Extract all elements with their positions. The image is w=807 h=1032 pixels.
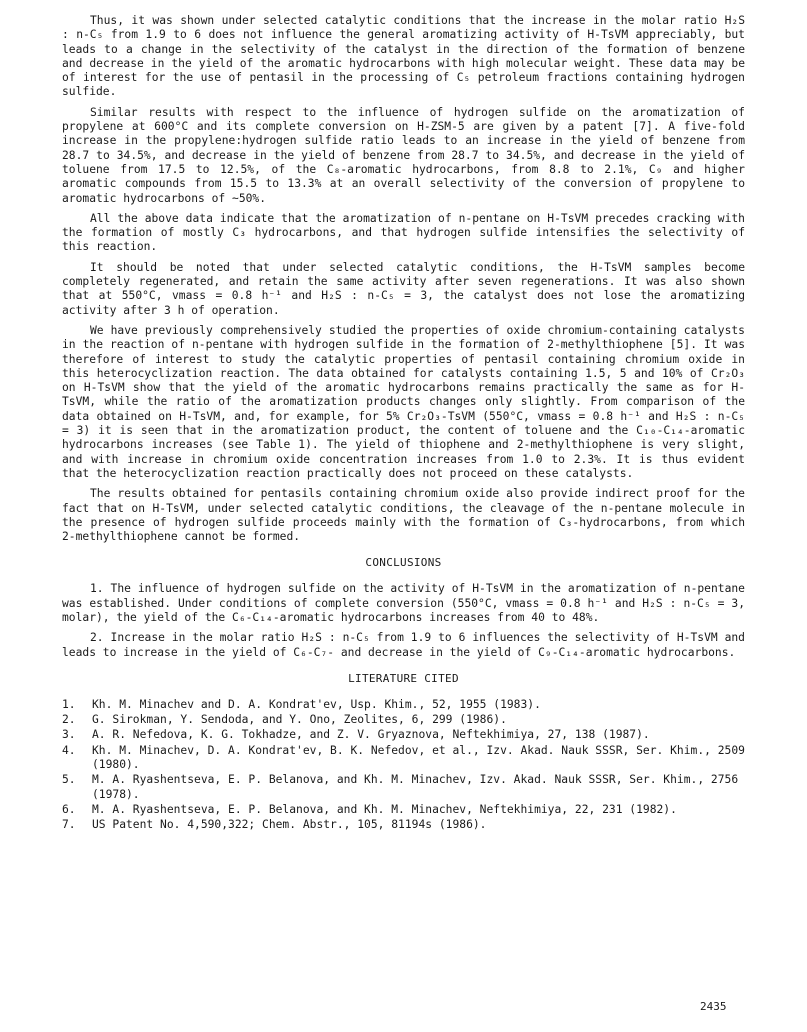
reference-number: 6. [62,802,76,816]
reference-text: M. A. Ryashentseva, E. P. Belanova, and Kh. M. Minachev, Izv. Akad. Nauk SSSR, Ser. Khim., 2756 (1978). [92,773,739,801]
paragraph-3: All the above data indicate that the aromatization of n-pentane on H-TsVM precedes cracking with the formation of mostly C₃ hydrocarbons, and that hydrogen sulfide intensifies the selectivity of this reaction. [62,211,745,254]
reference-number: 1. [62,697,76,711]
literature-heading: LITERATURE CITED [348,671,459,685]
conclusions-heading: CONCLUSIONS [365,556,442,570]
reference-text: Kh. M. Minachev, D. A. Kondrat'ev, B. K. Nefedov, et al., Izv. Akad. Nauk SSSR, Ser. Khim., 2509 (1980). [92,743,745,772]
reference-item [62,803,745,817]
paragraph-2: Similar results with respect to the influence of hydrogen sulfide on the aromatization of propylene at 600°C and its complete conversion on H-ZSM-5 are given by a patent [7]. A five-fold increase in the propylene:hydrogen sulfide ratio leads to an increase in the yield of benzene from 28.7 to 34.5%, and decrease in the yield of benzene from 28.7 to 34.5%, and decrease in the yield of toluene from 17.5 to 12.5%, of the C₈-aromatic hydrocarbons, from 8.8 to 2.1%, C₉ and higher aromatic compounds from 15.5 to 13.3% at an overall selectivity of the conversion of propylene to aromatic hydrocarbons of ~50%. [62,105,745,205]
reference-item [62,728,745,742]
reference-item [62,698,745,712]
reference-item [62,818,745,832]
reference-number: 5. [62,773,76,787]
page-number: 2435 [700,1000,727,1013]
reference-item [62,713,745,727]
paragraph-4: It should be noted that under selected catalytic conditions, the H-TsVM samples become completely regenerated, and retain the same activity after seven regenerations. It was also shown that at 550°C, vmass = 0.8 h⁻¹ and H₂S : n-C₅ = 3, the catalyst does not lose the aromatizing activity after 3 h of operation. [62,260,745,317]
page-body [62,14,745,834]
reference-text: G. Sirokman, Y. Sendoda, and Y. Ono, Zeolites, 6, 299 (1986). [92,713,507,727]
paragraph-1: Thus, it was shown under selected catalytic conditions that the increase in the molar ratio H₂S : n-C₅ from 1.9 to 6 does not influence the general aromatizing activity of H-TsVM appreciably, but leads to a change in the selectivity of the catalyst in the direction of the formation of benzene and decrease in the yield of the aromatic hydrocarbons with high molecular weight. These data may be of interest for the use of pentasil in the processing of C₅ petroleum fractions containing hydrogen sulfide. [62,14,745,99]
reference-text: A. R. Nefedova, K. G. Tokhadze, and Z. V. Gryaznova, Neftekhimiya, 27, 138 (1987). [92,728,650,742]
reference-number: 2. [62,713,76,727]
reference-number: 7. [62,818,76,832]
reference-list [62,698,745,833]
reference-text: Kh. M. Minachev and D. A. Kondrat'ev, Usp. Khim., 52, 1955 (1983). [92,697,541,711]
conclusion-item-2: 2. Increase in the molar ratio H₂S : n-C₅ from 1.9 to 6 influences the selectivity of H-TsVM and leads to increase in the yield of C₆-C₇- and decrease in the yield of C₉-C₁₄-aromatic hydrocarbons. [62,631,745,659]
reference-number: 3. [62,728,76,742]
paragraph-6: The results obtained for pentasils containing chromium oxide also provide indirect proof for the fact that on H-TsVM, under selected catalytic conditions, the cleavage of the n-pentane molecule in the presence of hydrogen sulfide proceeds mainly with the formation of C₃-hydrocarbons, from which 2-methylthiophene cannot be formed. [62,487,745,544]
reference-item [62,773,745,802]
reference-text: M. A. Ryashentseva, E. P. Belanova, and Kh. M. Minachev, Neftekhimiya, 22, 231 (1982). [92,802,677,816]
paragraph-5: We have previously comprehensively studied the properties of oxide chromium-containing catalysts in the reaction of n-pentane with hydrogen sulfide in the formation of 2-methylthiophene [5]. It was therefore of interest to study the catalytic properties of pentasil containing chromium oxide in this heterocyclization reaction. The data obtained for catalysts containing 1.5, 5 and 10% of Cr₂O₃ on H-TsVM show that the yield of the aromatic hydrocarbons remains practically the same as for H-TsVM, while the ratio of the aromatization products changes only slightly. From comparison of the data obtained on H-TsVM, and, for example, for 5% Cr₂O₃-TsVM (550°C, vmass = 0.8 h⁻¹ and H₂S : n-C₅ = 3) it is seen that in the aromatization product, the content of toluene and the C₁₀-C₁₄-aromatic hydrocarbons increases (see Table 1). The yield of thiophene and 2-methylthiophene is very slight, and with increase in chromium oxide concentration increases from 1.0 to 2.3%. It is thus evident that the heterocyclization reaction practically does not proceed on these catalysts. [62,323,745,480]
reference-text: US Patent No. 4,590,322; Chem. Abstr., 105, 81194s (1986). [92,818,487,832]
reference-item [62,744,745,773]
reference-number: 4. [62,743,76,757]
conclusion-item-1: 1. The influence of hydrogen sulfide on the activity of H-TsVM in the aromatization of n-pentane was established. Under conditions of complete conversion (550°C, vmass = 0.8 h⁻¹ and H₂S : n-C₅ = 3, molar), the yield of the C₆-C₁₄-aromatic hydrocarbons increases from 40 to 48%. [62,582,745,624]
